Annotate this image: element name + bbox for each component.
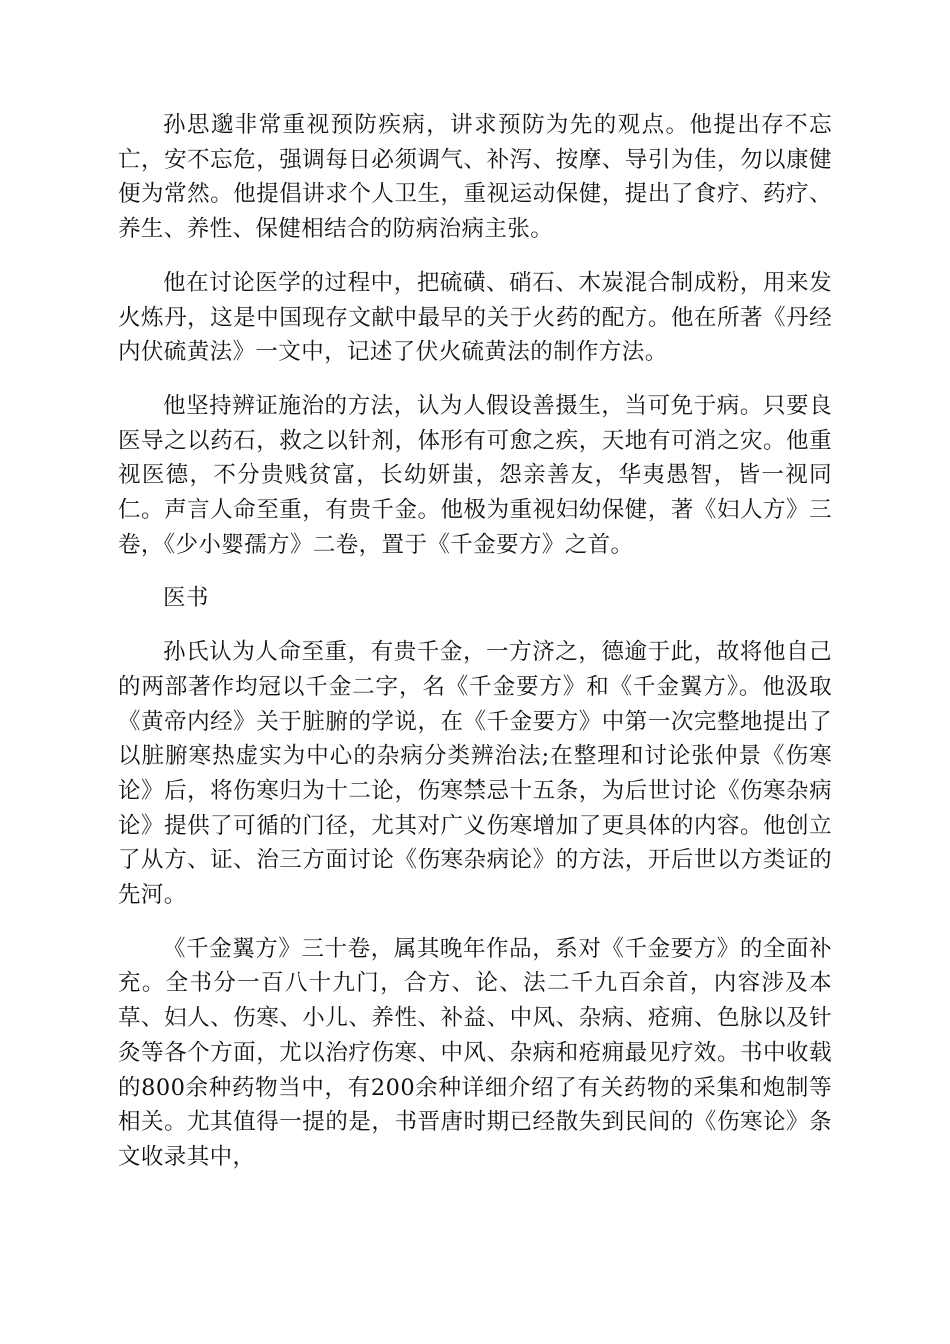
paragraph-gunpowder: 他在讨论医学的过程中，把硫磺、硝石、木炭混合制成粉，用来发火炼丹，这是中国现存文献中最早的关于火药的配方。他在所著《丹经内伏硫黄法》一文中，记述了伏火硫黄法的制作方法。	[118, 269, 832, 366]
document-page	[118, 108, 832, 1194]
paragraph-prevention: 孙思邈非常重视预防疾病，讲求预防为先的观点。他提出存不忘亡，安不忘危，强调每日必须调气、补泻、按摩、导引为佳，勿以康健便为常然。他提倡讲求个人卫生，重视运动保健，提出了食疗、药疗、养生、养性、保健相结合的防病治病主张。	[118, 112, 832, 243]
section-heading-medical-books: 医书	[163, 585, 209, 612]
paragraph-qianjin-yifang: 《千金翼方》三十卷，属其晚年作品，系对《千金要方》的全面补充。全书分一百八十九门，合方、论、法二千九百余首，内容涉及本草、妇人、伤寒、小儿、养性、补益、中风、杂病、疮痈、色脉以及针灸等各个方面，尤以治疗伤寒、中风、杂病和疮痈最见疗效。书中收载的800余种药物当中，有200余种详细介绍了有关药物的采集和炮制等相关。尤其值得一提的是，书晋唐时期已经散失到民间的《伤寒论》条文收录其中，	[118, 935, 832, 1170]
paragraph-qianjin-yaofang: 孙氏认为人命至重，有贵千金，一方济之，德逾于此，故将他自己的两部著作均冠以千金二字，名《千金要方》和《千金翼方》。他汲取《黄帝内经》关于脏腑的学说，在《千金要方》中第一次完整地提出了以脏腑寒热虚实为中心的杂病分类辨治法;在整理和讨论张仲景《伤寒论》后，将伤寒归为十二论，伤寒禁忌十五条，为后世讨论《伤寒杂病论》提供了可循的门径，尤其对广义伤寒增加了更具体的内容。他创立了从方、证、治三方面讨论《伤寒杂病论》的方法，开后世以方类证的先河。	[118, 639, 832, 909]
paragraph-medical-ethics: 他坚持辨证施治的方法，认为人假设善摄生，当可免于病。只要良医导之以药石，救之以针剂，体形有可愈之疾，天地有可消之灾。他重视医德，不分贵贱贫富，长幼妍蚩，怨亲善友，华夷愚智，皆一视同仁。声言人命至重，有贵千金。他极为重视妇幼保健，著《妇人方》三卷，《少小婴孺方》二卷，置于《千金要方》之首。	[118, 392, 832, 558]
